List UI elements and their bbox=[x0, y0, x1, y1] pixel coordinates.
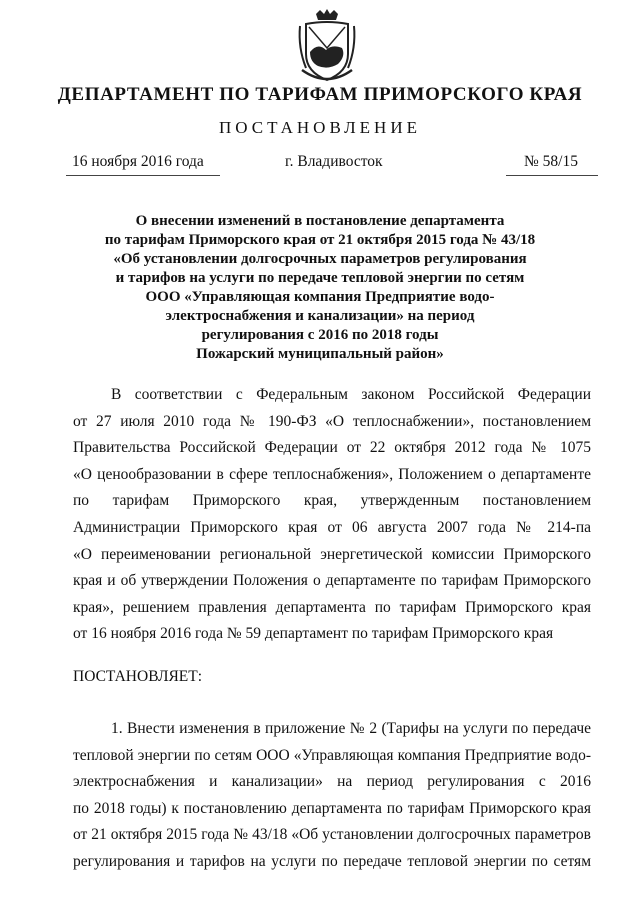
text-line: электроснабжения и канализации» на период регулирования с 2016 bbox=[73, 773, 591, 791]
item-1-paragraph bbox=[73, 716, 591, 876]
title-line: регулирования с 2016 по 2018 годы bbox=[201, 327, 439, 343]
title-line: «Об установлении долгосрочных параметров регулирования bbox=[113, 251, 527, 267]
text-line: «О ценообразовании в сфере теплоснабжения», Положением о департаменте bbox=[73, 465, 591, 483]
preamble-paragraph bbox=[73, 382, 591, 648]
title-line: ООО «Управляющая компания Предприятие водо- bbox=[145, 289, 495, 305]
document-number: № 58/15 bbox=[524, 153, 578, 170]
text-line: края», решением правления департамента по тарифам Приморского края bbox=[73, 598, 591, 616]
text-line: тепловой энергии по сетям ООО «Управляющая компания Предприятие водо- bbox=[73, 746, 591, 764]
text-line: по тарифам Приморского края, утвержденным постановлением bbox=[73, 492, 591, 510]
text-line: Администрации Приморского края от 06 августа 2007 года № 214-па bbox=[73, 518, 591, 536]
resolve-heading: ПОСТАНОВЛЯЕТ: bbox=[73, 668, 203, 685]
document-date: 16 ноября 2016 года bbox=[72, 153, 204, 170]
text-line: 1. Внести изменения в приложение № 2 (Тарифы на услуги по передаче bbox=[111, 720, 591, 737]
title-line: и тарифов на услуги по передаче тепловой энергии по сетям bbox=[115, 270, 525, 286]
text-line: В соответствии с Федеральным законом Российской Федерации bbox=[111, 386, 591, 403]
coat-of-arms-icon bbox=[296, 8, 358, 86]
text-line: «О переименовании региональной энергетической комиссии Приморского bbox=[73, 545, 591, 563]
text-line: от 21 октября 2015 года № 43/18 «Об установлении долгосрочных параметров bbox=[73, 826, 591, 844]
title-line: Пожарский муниципальный район» bbox=[196, 346, 444, 362]
text-line: от 16 ноября 2016 года № 59 департамент по тарифам Приморского края bbox=[73, 625, 554, 643]
text-line: регулирования и тарифов на услуги по передаче тепловой энергии по сетям bbox=[73, 852, 591, 870]
document-title bbox=[60, 212, 580, 364]
title-line: по тарифам Приморского края от 21 октября 2015 года № 43/18 bbox=[104, 232, 536, 248]
text-line: края и об утверждении Положения о департаменте по тарифам Приморского bbox=[73, 572, 591, 590]
text-line: Правительства Российской Федерации от 22 октября 2012 года № 1075 bbox=[73, 439, 591, 457]
number-underline bbox=[506, 175, 598, 176]
text-line: по 2018 годы) к постановлению департамента по тарифам Приморского края bbox=[73, 799, 591, 817]
document-type: ПОСТАНОВЛЕНИЕ bbox=[218, 118, 421, 137]
title-line: О внесении изменений в постановление департамента bbox=[135, 213, 505, 229]
department-name: ДЕПАРТАМЕНТ ПО ТАРИФАМ ПРИМОРСКОГО КРАЯ bbox=[57, 84, 583, 105]
text-line: от 27 июля 2010 года № 190-ФЗ «О теплоснабжении», постановлением bbox=[73, 412, 591, 430]
date-underline bbox=[66, 175, 220, 176]
document-city: г. Владивосток bbox=[285, 153, 383, 170]
title-line: электроснабжения и канализации» на период bbox=[165, 308, 475, 324]
